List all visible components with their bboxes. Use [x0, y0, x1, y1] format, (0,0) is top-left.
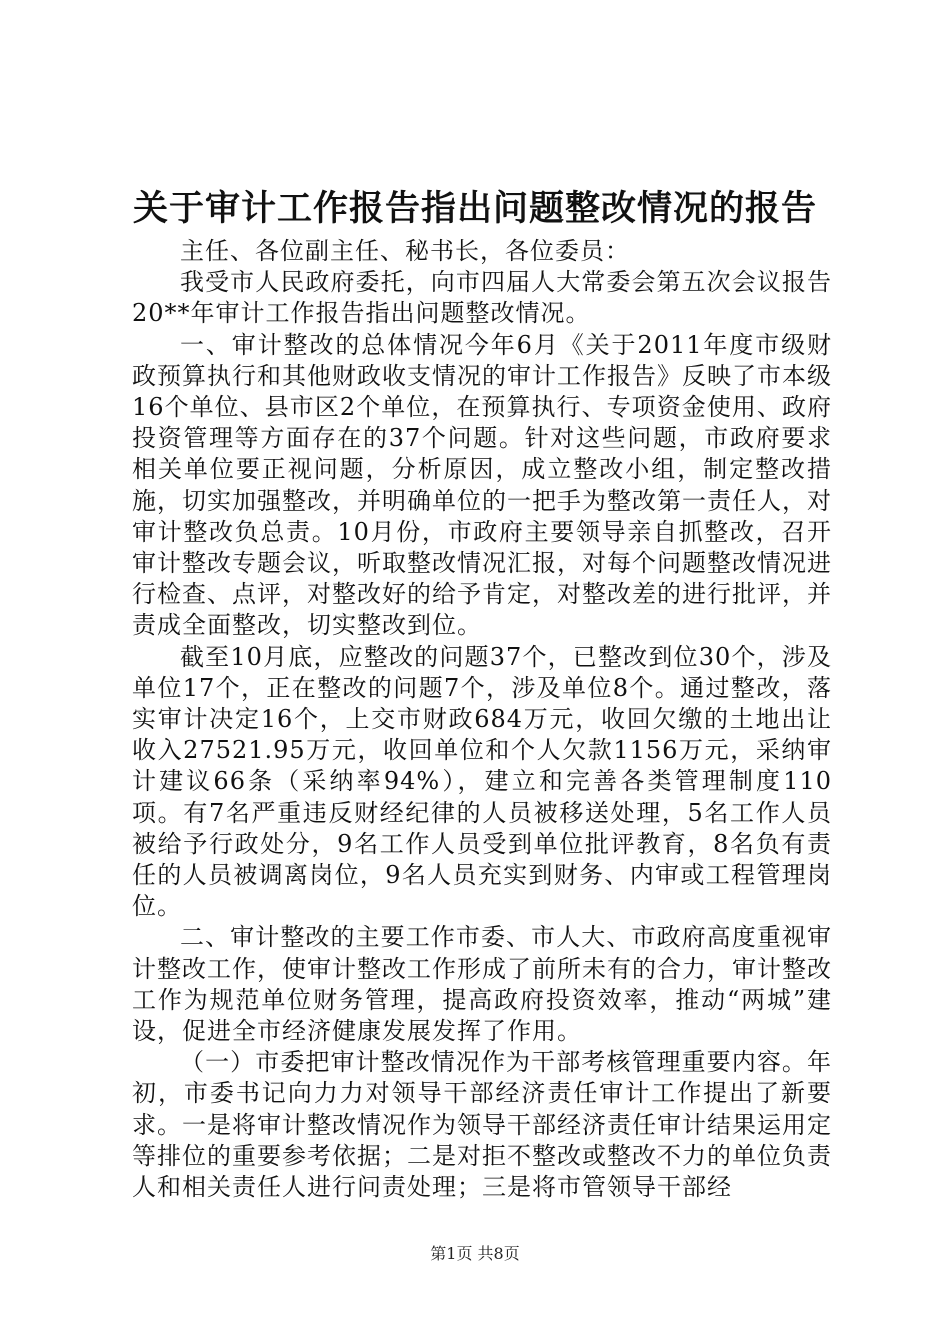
document-title: 关于审计工作报告指出问题整改情况的报告	[132, 188, 817, 229]
main-work-paragraph: 二、审计整改的主要工作市委、市人大、市政府高度重视审计整改工作，使审计整改工作形成了前所未有的合力，审计整改工作为规范单位财务管理，提高政府投资效率，推动“两城”建设，促进全市经济健康发展发挥了作用。	[132, 923, 832, 1046]
intro-paragraph: 我受市人民政府委托，向市四届人大常委会第五次会议报告20**年审计工作报告指出问题整改情况。	[132, 268, 832, 328]
salutation-paragraph: 主任、各位副主任、秘书长，各位委员：	[180, 237, 630, 265]
overview-paragraph: 一、审计整改的总体情况今年6月《关于2011年度市级财政预算执行和其他财政收支情况的审计工作报告》反映了市本级16个单位、县市区2个单位，在预算执行、专项资金使用、政府投资管理等方面存在的37个问题。针对这些问题，市政府要求相关单位要正视问题，分析原因，成立整改小组，制定整改措施，切实加强整改，并明确单位的一把手为整改第一责任人，对审计整改负总责。10月份，市政府主要领导亲自抓整改，召开审计整改专题会议，听取整改情况汇报，对每个问题整改情况进行检查、点评，对整改好的给予肯定，对整改差的进行批评，并责成全面整改，切实整改到位。	[132, 330, 832, 640]
item-one-paragraph: （一）市委把审计整改情况作为干部考核管理重要内容。年初，市委书记向力力对领导干部经济责任审计工作提出了新要求。一是将审计整改情况作为领导干部经济责任审计结果运用定等排位的重要参考依据；二是对拒不整改或整改不力的单位负责人和相关责任人进行问责处理；三是将市管领导干部经	[132, 1048, 832, 1202]
document-body	[132, 236, 832, 1203]
statistics-paragraph: 截至10月底，应整改的问题37个，已整改到位30个，涉及单位17个，正在整改的问题7个，涉及单位8个。通过整改，落实审计决定16个，上交市财政684万元，收回欠缴的土地出让收入27521.95万元，收回单位和个人欠款1156万元，采纳审计建议66条（采纳率94%），建立和完善各类管理制度110项。有7名严重违反财经纪律的人员被移送处理，5名工作人员被给予行政处分，9名工作人员受到单位批评教育，8名负有责任的人员被调离岗位，9名人员充实到财务、内审或工程管理岗位。	[132, 642, 832, 921]
page-number-footer: 第1页 共8页	[430, 1244, 520, 1263]
